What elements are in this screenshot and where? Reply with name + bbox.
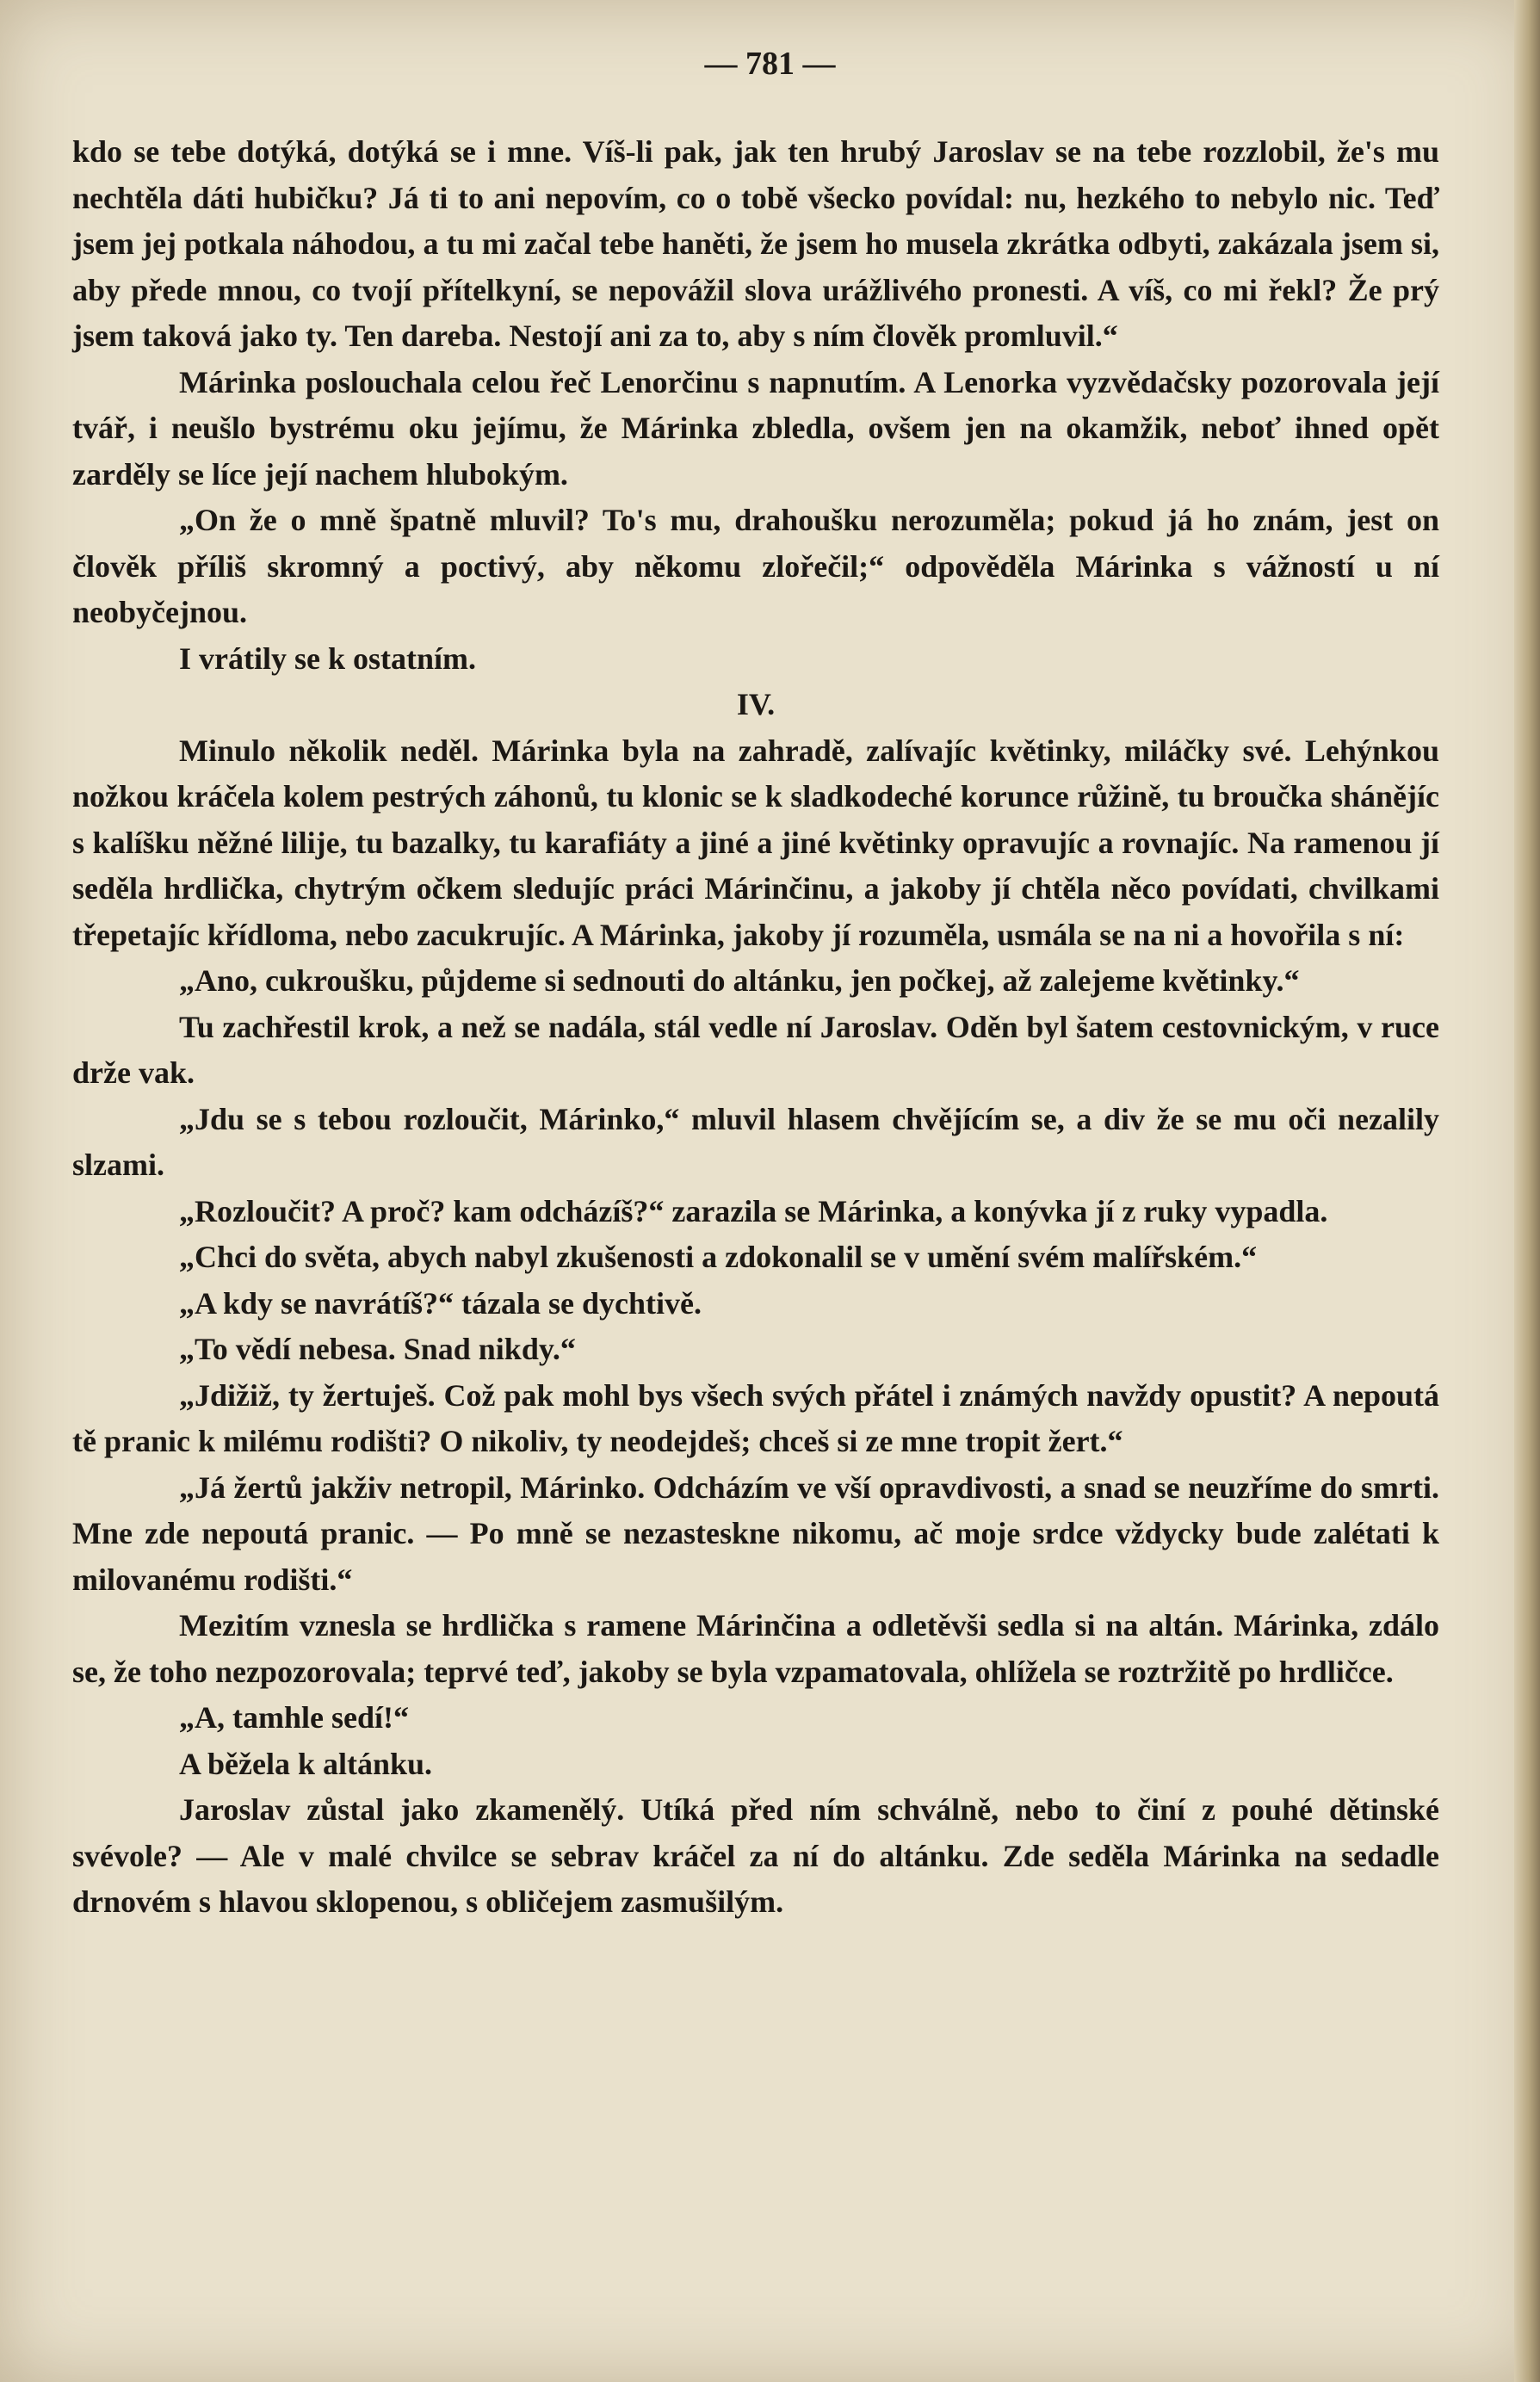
paragraph: Mezitím vznesla se hrdlička s ramene Márinčina a odletěvši sedla si na altán. Márinka, zdálo se, že toho nezpozorovala; teprvé teď, jakoby se byla vzpamatovala, ohlížela se roztržitě po hrdličce. — [72, 1608, 1439, 1689]
paragraph: „On že o mně špatně mluvil? To's mu, drahoušku nerozuměla; pokud já ho znám, jest on člověk příliš skromný a poctivý, aby někomu zlořečil;“ odpověděla Márinka s vážností u ní neobyčejnou. — [72, 503, 1439, 629]
paragraph: „Chci do světa, abych nabyl zkušenosti a zdokonalil se v umění svém malířském.“ — [179, 1240, 1258, 1274]
paragraph: „Jdu se s tebou rozloučit, Márinko,“ mluvil hlasem chvějícím se, a div že se mu oči nezalily slzami. — [72, 1101, 1439, 1182]
paragraph: kdo se tebe dotýká, dotýká se i mne. Víš-li pak, jak ten hrubý Jaroslav se na tebe rozzlobil, že's mu nechtěla dáti hubičku? Já ti to ani nepovím, co o tobě všecko povídal: nu, hezkého to nebylo nic. Teď jsem jej potkala náhodou, a tu mi začal tebe haněti, že jsem ho musela zkrátka odbyti, zakázala jsem si, aby přede mnou, co tvojí přítelkyní, se nepovážil slova urážlivého pronesti. A víš, co mi řekl? Že prý jsem taková jako ty. Ten dareba. Nestojí ani za to, aby s ním člověk promluvil.“ — [72, 134, 1439, 353]
paragraph: „A kdy se navrátíš?“ tázala se dychtivě. — [179, 1285, 702, 1321]
paragraph: Jaroslav zůstal jako zkamenělý. Utíká před ním schválně, nebo to činí z pouhé dětinské svévole? — Ale v malé chvilce se sebrav kráčel za ní do altánku. Zde seděla Márinka na sedadle drnovém s hlavou sklopenou, s obličejem zasmušilým. — [72, 1792, 1439, 1919]
paragraph: Márinka poslouchala celou řeč Lenorčinu s napnutím. A Lenorka vyzvědačsky pozorovala její tvář, i neušlo bystrému oku jejímu, že Márinka zbledla, ovšem jen na okamžik, neboť ihned opět zarděly se líce její nachem hlubokým. — [72, 364, 1439, 492]
paragraph: Minulo několik neděl. Márinka byla na zahradě, zalívajíc květinky, miláčky své. Lehýnkou nožkou kráčela kolem pestrých záhonů, tu klonic se k sladkodeché korunce růžině, tu broučka shánějíc s kalíšku něžné lilije, tu bazalky, tu karafiáty a jiné a jiné květinky opravujíc a rovnajíc. Na ramenou jí seděla hrdlička, chytrým očkem sledujíc práci Márinčinu, a jakoby jí chtěla něco povídati, chvilkami třepetajíc křídloma, nebo zacukrujíc. A Márinka, jakoby jí rozuměla, usmála se na ni a hovořila s ní: — [72, 733, 1439, 952]
paragraph: „Já žertů jakživ netropil, Márinko. Odcházím ve vší opravdivosti, a snad se neuzříme do smrti. Mne zde nepoutá pranic. — Po mně se nezasteskne nikomu, ač moje srdce vždycky bude zalétati k milovanému rodišti.“ — [72, 1469, 1439, 1597]
paragraph: „Jdižiž, ty žertuješ. Což pak mohl bys všech svých přátel i známých navždy opustit? A nepoutá tě pranic k milému rodišti? O nikoliv, ty neodejdeš; chceš si ze mne tropit žert.“ — [72, 1377, 1439, 1458]
paragraph: „Ano, cukroušku, půjdeme si sednouti do altánku, jen počkej, až zalejeme květinky.“ — [179, 963, 1300, 998]
paragraph: „A, tamhle sedí!“ — [179, 1700, 409, 1735]
page-edge — [1514, 0, 1540, 2382]
chapter-heading: IV. — [736, 687, 776, 721]
paragraph: „Rozloučit? A proč? kam odcházíš?“ zarazila se Márinka, a konývka jí z ruky vypadla. — [179, 1193, 1328, 1228]
page-number: — 781 — — [704, 46, 836, 82]
paragraph: A běžela k altánku. — [179, 1746, 433, 1781]
paragraph: „To vědí nebesa. Snad nikdy.“ — [179, 1332, 576, 1366]
paragraph: Tu zachřestil krok, a než se nadála, stál vedle ní Jaroslav. Oděn byl šatem cestovnickým, v ruce drže vak. — [72, 1009, 1439, 1090]
body-text — [72, 129, 1439, 1926]
paragraph: I vrátily se k ostatním. — [179, 640, 476, 676]
